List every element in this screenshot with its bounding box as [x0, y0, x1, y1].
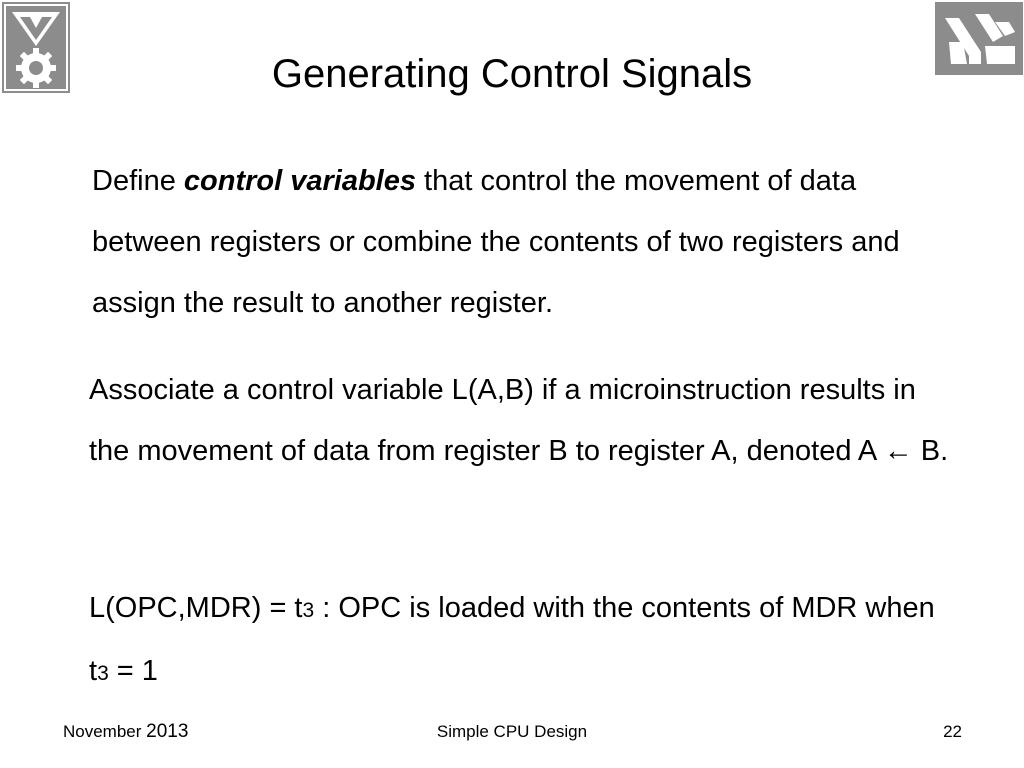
example-paragraph	[89, 578, 949, 704]
control-variables-emphasis: control variables	[183, 165, 416, 197]
para1-rest-text: that control the movement of data between registers or combine the contents of two registers and assign the result to another register.	[92, 165, 900, 319]
example-part-2: : OPC is loaded with the contents of MDR when t	[89, 592, 935, 687]
footer-month: November	[63, 722, 147, 741]
example-part-3: = 1	[108, 655, 158, 687]
subscript-1: 3	[302, 599, 315, 622]
slide-title: Generating Control Signals	[271, 52, 753, 96]
association-paragraph: Associate a control variable L(A,B) if a microinstruction results in the movement of data from register B to register A, denoted A ← B.	[89, 374, 949, 467]
definition-paragraph	[92, 151, 952, 334]
page-number: 22	[943, 722, 962, 741]
footer-title: Simple CPU Design	[436, 722, 588, 741]
footer-year: 2013	[146, 721, 189, 742]
subscript-2: 3	[97, 662, 109, 685]
example-part-1: L(OPC,MDR) = t	[89, 592, 303, 624]
para1-lead-text: Define	[92, 165, 184, 197]
